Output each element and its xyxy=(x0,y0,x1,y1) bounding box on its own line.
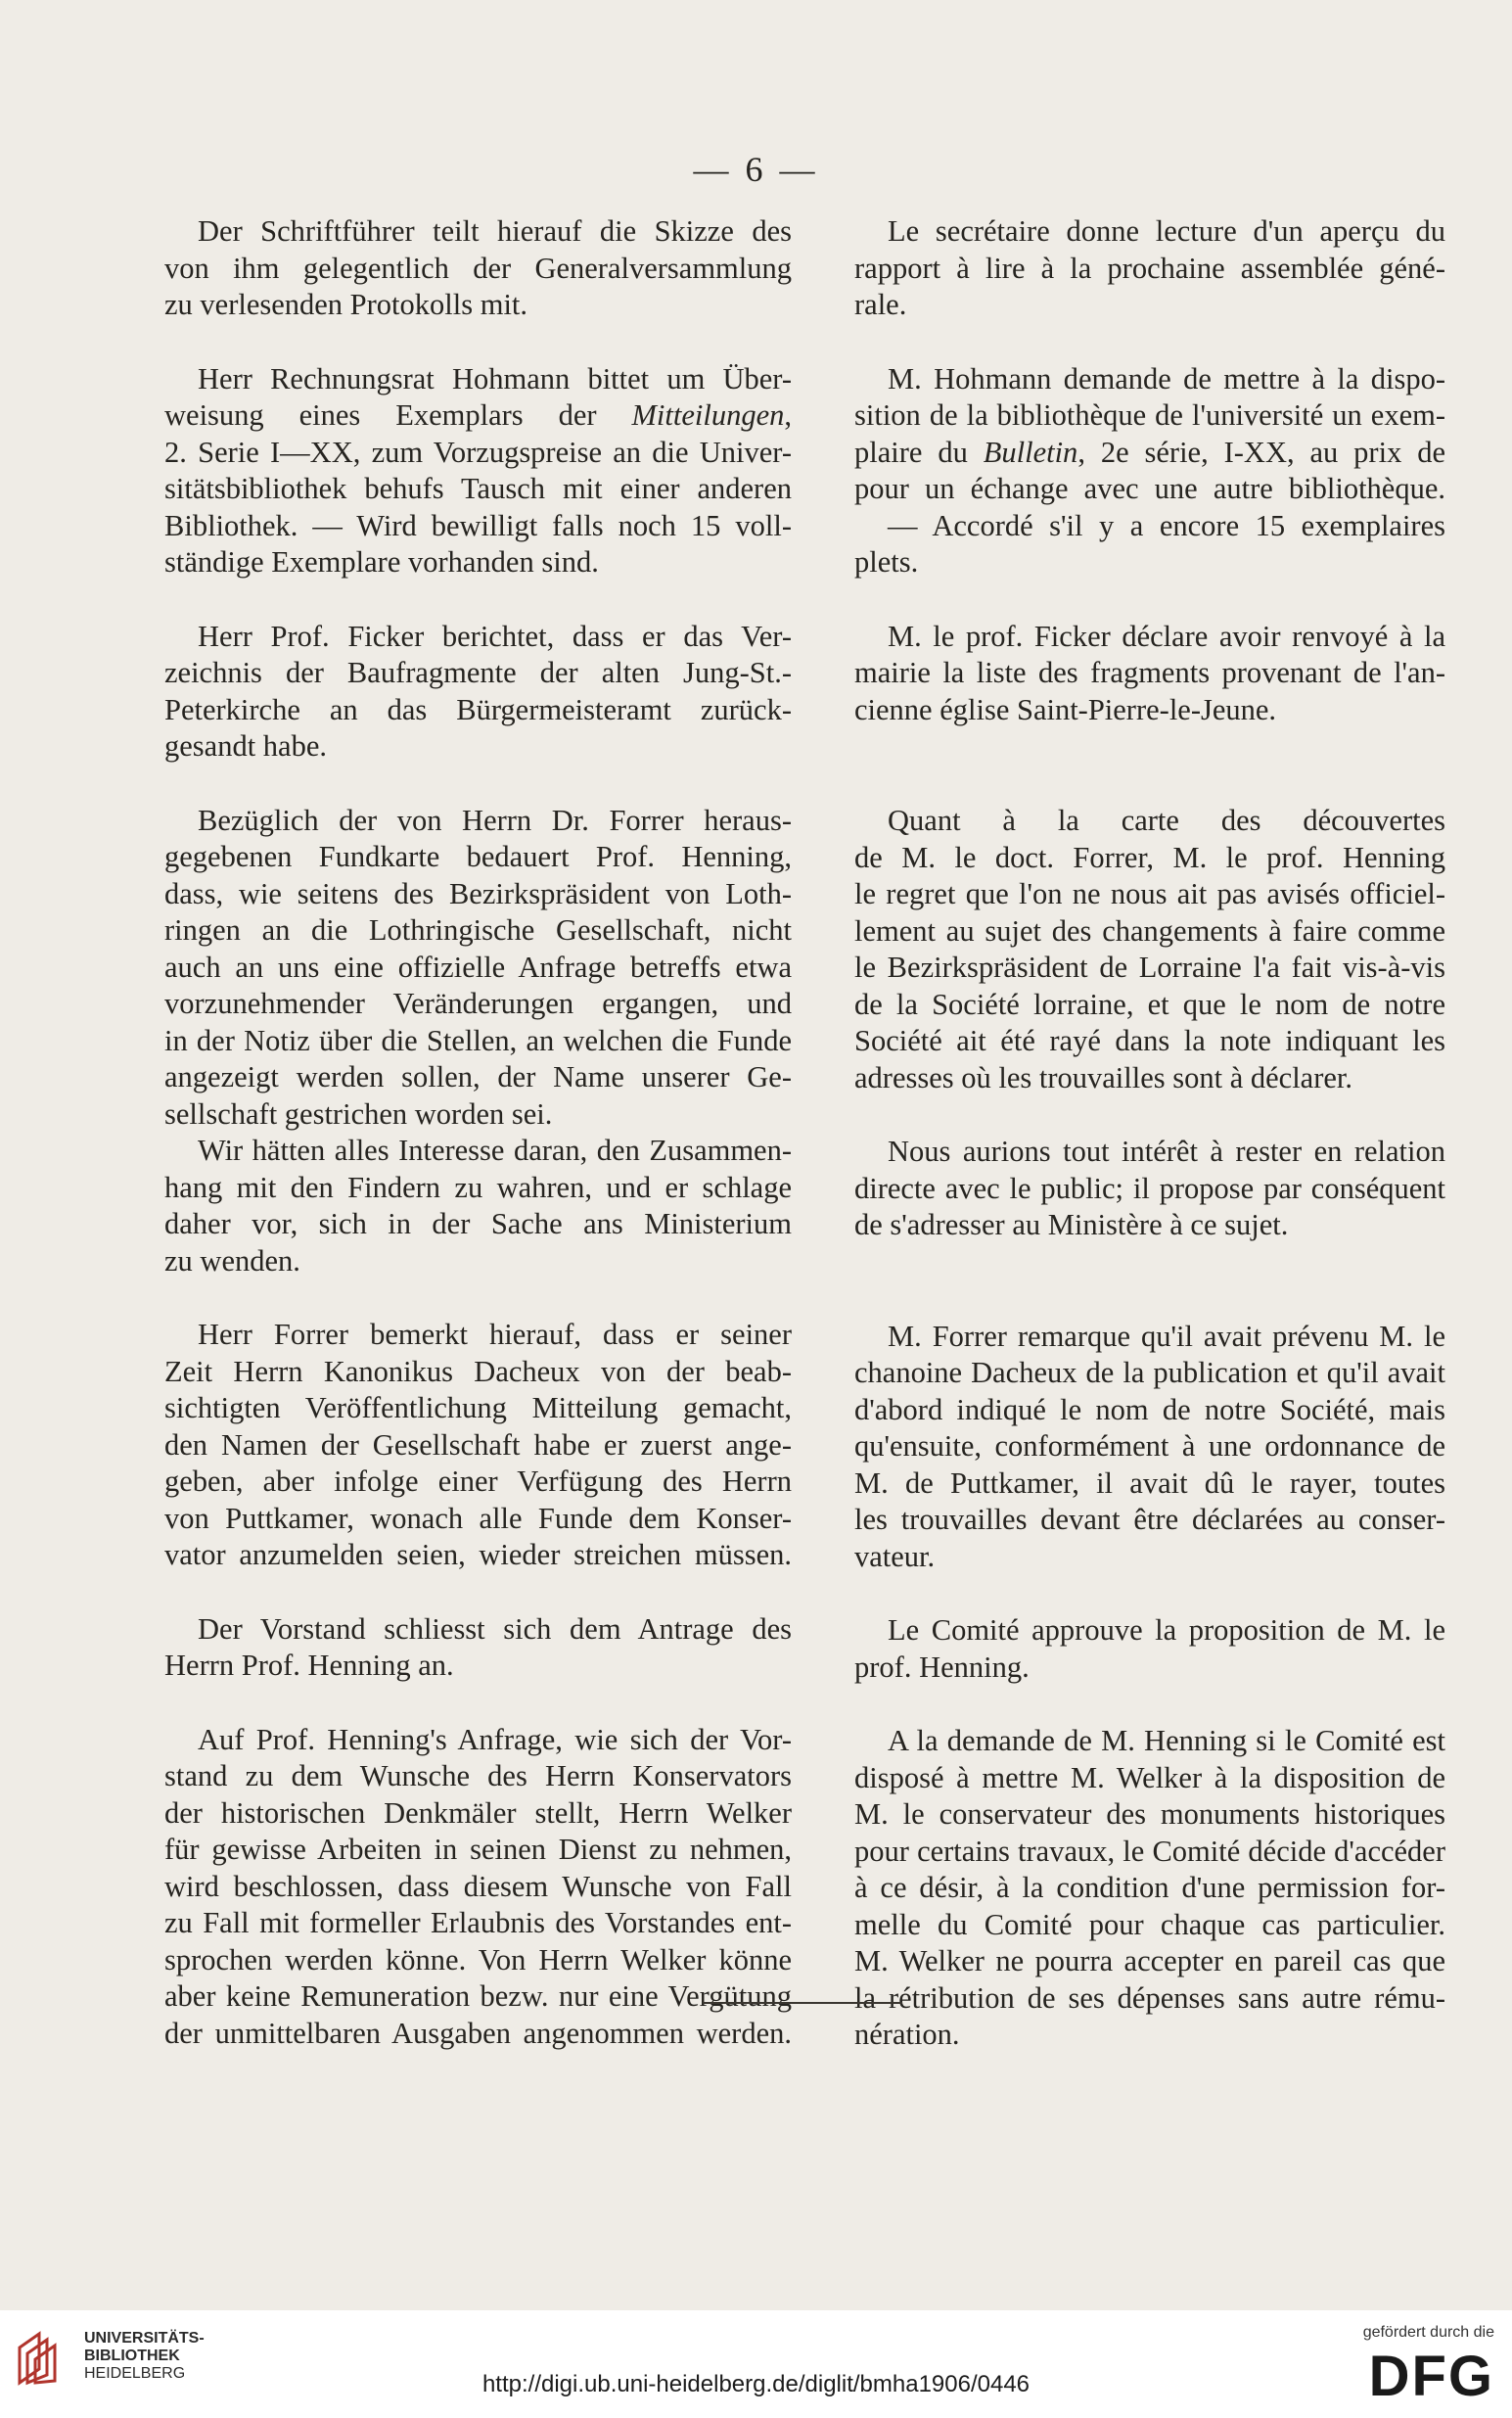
funding-caption: gefördert durch die xyxy=(1362,2324,1494,2341)
text-line: à ce désir, à la condition d'une permission for- xyxy=(854,1871,1445,1904)
page-number: — 6 — xyxy=(693,150,819,189)
text-line: de la Société lorraine, et que le nom de notre xyxy=(854,987,1445,1021)
text-line: den Namen der Gesellschaft habe er zuerst ange- xyxy=(164,1427,792,1462)
text-line: ständige Exemplare vorhanden sind. xyxy=(164,545,599,579)
text-line: qu'ensuite, conformément à une ordonnance de xyxy=(854,1429,1445,1463)
text-line: la rétribution de ses dépenses sans autre rému- xyxy=(854,1980,1445,2015)
text-line: M. le conservateur des monuments historiques xyxy=(854,1797,1445,1831)
text-line: Bibliothek. — Wird bewilligt falls noch 15 voll- xyxy=(164,508,792,542)
paragraph xyxy=(164,1611,792,1685)
text-line: Herrn Prof. Henning an. xyxy=(164,1649,454,1682)
text-line: vateur. xyxy=(854,1539,936,1573)
text-line: adresses où les trouvailles sont à déclarer. xyxy=(854,1060,1353,1094)
text-line: de s'adresser au Ministère à ce sujet. xyxy=(854,1208,1289,1241)
text-line: A la demande de M. Henning si le Comité est xyxy=(888,1724,1445,1757)
paragraph xyxy=(854,213,1445,324)
paragraph xyxy=(164,1317,792,1574)
footer-bar xyxy=(0,2310,1512,2418)
text-line: vator anzumelden seien, wieder streichen müssen. xyxy=(164,1538,792,1571)
text-line: mairie la liste des fragments provenant de l'an- xyxy=(854,656,1445,689)
text-line: Herr Forrer bemerkt hierauf, dass er seiner xyxy=(198,1318,792,1351)
text-line: plets. xyxy=(854,545,919,579)
text-line: prof. Henning. xyxy=(854,1650,1030,1684)
paragraph xyxy=(854,1319,1445,1576)
text-line: pour certains travaux, le Comité décide d'accéder xyxy=(854,1834,1445,1868)
text-line: zu verlesenden Protokolls mit. xyxy=(164,288,528,321)
text-line: directe avec le public; il propose par conséquent xyxy=(854,1171,1445,1205)
text-line: les trouvailles devant être déclarées au conser- xyxy=(854,1503,1445,1536)
text-line: wird beschlossen, dass diesem Wunsche von Fall xyxy=(164,1869,792,1903)
text-line: Quant à la carte des découvertes xyxy=(888,804,1445,837)
text-line: für gewisse Arbeiten in seinen Dienst zu nehmen, xyxy=(164,1833,792,1866)
text-line: gesandt habe. xyxy=(164,729,327,763)
text-line: Herr Rechnungsrat Hohmann bittet um Über- xyxy=(198,361,792,395)
text-line: gegebenen Fundkarte bedauert Prof. Henning, xyxy=(164,840,792,873)
text-line: M. de Puttkamer, il avait dû le rayer, toutes xyxy=(854,1465,1445,1500)
text-line: vorzunehmender Veränderungen ergangen, und xyxy=(164,987,792,1020)
text-line: ringen an die Lothringische Gesellschaft, nicht xyxy=(164,913,792,947)
text-line: Peterkirche an das Bürgermeisteramt zurück- xyxy=(164,692,792,726)
text-line: Société ait été rayé dans la note indiquant les xyxy=(854,1024,1445,1057)
text-line: zu wenden. xyxy=(164,1243,300,1278)
text-line: auch an uns eine offizielle Anfrage betreffs etwa xyxy=(164,950,792,984)
text-line: Herr Prof. Ficker berichtet, dass er das Ver- xyxy=(198,619,792,653)
text-line: cienne église Saint-Pierre-le-Jeune. xyxy=(854,692,1277,726)
paragraph xyxy=(854,1612,1445,1686)
text-line: — Accordé s'il y a encore 15 exemplaires xyxy=(888,508,1445,542)
text-line: von ihm gelegentlich der Generalversammlung xyxy=(164,251,792,285)
text-line: M. le prof. Ficker déclare avoir renvoyé à la xyxy=(888,619,1445,653)
text-line: sitätsbibliothek behufs Tausch mit einer anderen xyxy=(164,472,792,505)
text-line: dass, wie seitens des Bezirkspräsident von Loth- xyxy=(164,876,792,910)
text-line: Wir hätten alles Interesse daran, den Zusammen- xyxy=(198,1134,792,1167)
library-name-line: BIBLIOTHEK xyxy=(84,2348,180,2364)
library-name-line: UNIVERSITÄTS- xyxy=(84,2330,205,2347)
text-line: rale. xyxy=(854,288,907,321)
text-line: sellschaft gestrichen worden sei. xyxy=(164,1096,553,1131)
text-line: Zeit Herrn Kanonikus Dacheux von der beab- xyxy=(164,1354,792,1388)
text-line: daher vor, sich in der Sache ans Ministerium xyxy=(164,1207,792,1240)
text-line: 2. Serie I—XX, zum Vorzugspreise an die Univer- xyxy=(164,435,792,469)
text-line: pour un échange avec une autre bibliothèque. xyxy=(854,472,1445,505)
text-line: lement au sujet des changements à faire comme xyxy=(854,913,1445,948)
text-line: disposé à mettre M. Welker à la disposition de xyxy=(854,1760,1445,1794)
text-line: in der Notiz über die Stellen, an welchen die Funde xyxy=(164,1023,792,1057)
text-line: Der Schriftführer teilt hierauf die Skizze des xyxy=(198,214,792,248)
closing-rule xyxy=(703,2002,902,2004)
paragraph xyxy=(854,1134,1445,1244)
library-name-line: HEIDELBERG xyxy=(84,2365,186,2382)
text-line: aber keine Remuneration bezw. nur eine Vergütung xyxy=(164,1979,792,2013)
dfg-logo: DFG xyxy=(1368,2345,1494,2408)
text-line: plaire du Bulletin, 2e série, I-XX, au prix de xyxy=(854,435,1445,469)
paragraph xyxy=(164,213,792,324)
text-line: Nous aurions tout intérêt à rester en relation xyxy=(888,1135,1445,1168)
paragraph xyxy=(854,361,1445,581)
text-line: angezeigt werden sollen, der Name unserer Ge- xyxy=(164,1060,792,1093)
paragraph xyxy=(164,361,792,581)
text-line: Bezüglich der von Herrn Dr. Forrer heraus- xyxy=(198,803,792,837)
paragraph xyxy=(854,803,1445,1096)
text-line: der historischen Denkmäler stellt, Herrn Welker xyxy=(164,1795,792,1830)
text-line: sition de la bibliothèque de l'université un exem- xyxy=(854,398,1445,432)
text-line: stand zu dem Wunsche des Herrn Konservators xyxy=(164,1759,792,1792)
paragraph xyxy=(854,1723,1445,2054)
paragraph xyxy=(164,619,792,766)
text-line: Le Comité approuve la proposition de M. le xyxy=(888,1613,1445,1647)
text-line: nération. xyxy=(854,2018,960,2051)
text-line: zeichnis der Baufragmente der alten Jung-St.- xyxy=(164,656,792,689)
text-line: de M. le doct. Forrer, M. le prof. Henning xyxy=(854,840,1445,874)
text-line: sprochen werden könne. Von Herrn Welker könne xyxy=(164,1942,792,1976)
text-line: der unmittelbaren Ausgaben angenommen werden. xyxy=(164,2016,792,2050)
text-line: weisung eines Exemplars der Mitteilungen, xyxy=(164,398,792,432)
permalink-url[interactable]: http://digi.ub.uni-heidelberg.de/diglit/bmha1906/0446 xyxy=(481,2371,1031,2397)
paragraph xyxy=(164,1722,792,2053)
text-line: rapport à lire à la prochaine assemblée géné- xyxy=(854,251,1445,285)
text-line: le Bezirkspräsident de Lorraine l'a fait vis-à-vis xyxy=(854,951,1445,984)
text-line: le regret que l'on ne nous ait pas avisés officiel- xyxy=(854,877,1445,910)
text-line: sichtigten Veröffentlichung Mitteilung gemacht, xyxy=(164,1391,792,1424)
text-line: zu Fall mit formeller Erlaubnis des Vorstandes ent- xyxy=(164,1906,792,1939)
text-line: M. Forrer remarque qu'il avait prévenu M. le xyxy=(888,1319,1445,1353)
text-line: von Puttkamer, wonach alle Funde dem Konser- xyxy=(164,1501,792,1535)
text-line: Auf Prof. Henning's Anfrage, wie sich der Vor- xyxy=(198,1722,792,1756)
text-line: melle du Comité pour chaque cas particulier. xyxy=(854,1907,1445,1941)
text-line: M. Hohmann demande de mettre à la dispo- xyxy=(888,361,1445,395)
text-line: chanoine Dacheux de la publication et qu'il avait xyxy=(854,1356,1445,1389)
text-line: d'abord indiqué le nom de notre Société, mais xyxy=(854,1392,1445,1426)
german-column xyxy=(164,213,792,2052)
text-line: M. Welker ne pourra accepter en pareil cas que xyxy=(854,1944,1445,1977)
text-line: Der Vorstand schliesst sich dem Antrage des xyxy=(198,1611,792,1646)
paragraph xyxy=(854,619,1445,729)
french-column xyxy=(854,213,1445,2054)
paragraph xyxy=(164,803,792,1280)
text-line: Le secrétaire donne lecture d'un aperçu du xyxy=(888,214,1445,248)
text-line: geben, aber infolge einer Verfügung des Herrn xyxy=(164,1465,792,1498)
text-line: hang mit den Findern zu wahren, und er schlage xyxy=(164,1170,792,1204)
